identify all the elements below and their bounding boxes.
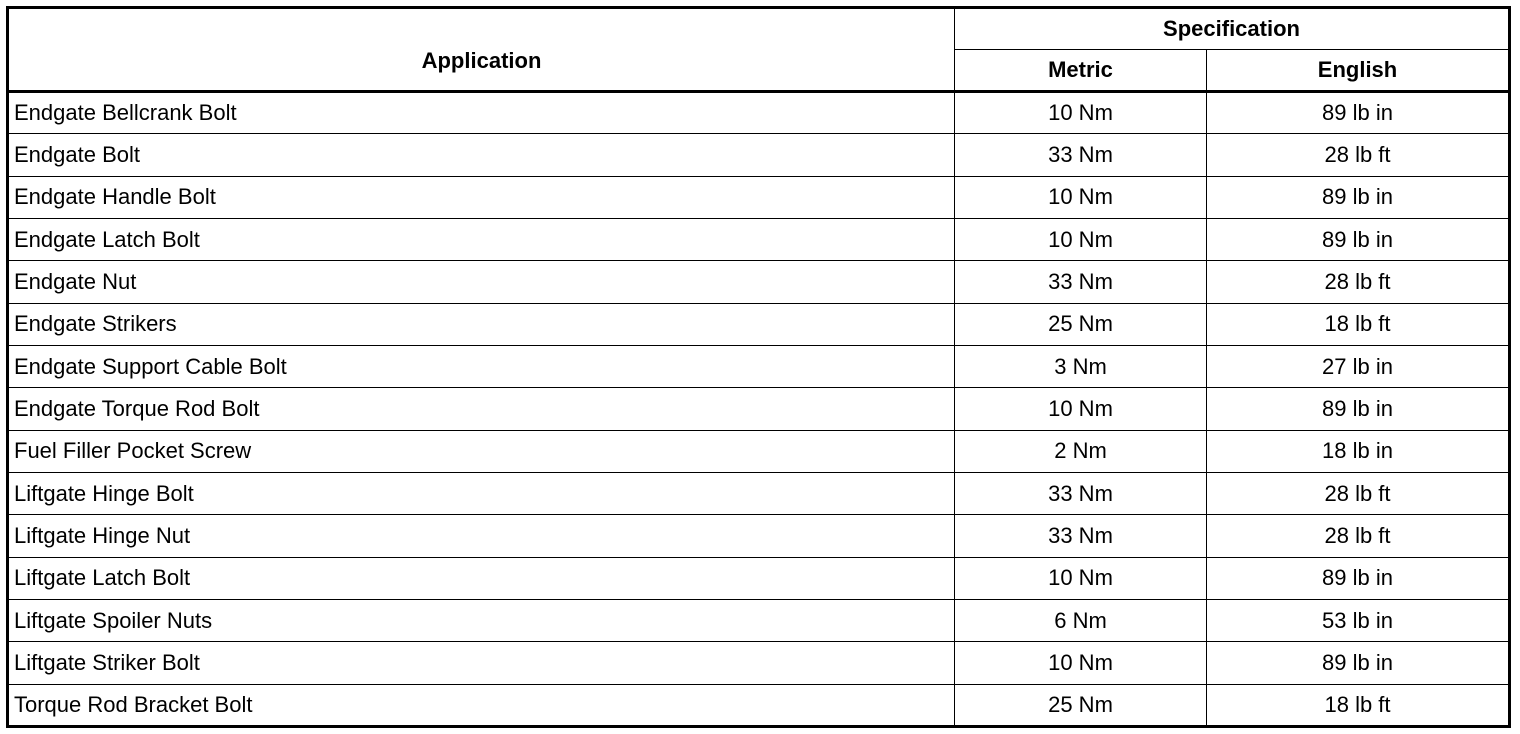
english-cell: 18 lb ft [1207,684,1510,726]
application-cell: Liftgate Hinge Bolt [8,472,955,514]
application-cell: Endgate Torque Rod Bolt [8,388,955,430]
english-cell: 89 lb in [1207,218,1510,260]
application-cell: Liftgate Hinge Nut [8,515,955,557]
metric-cell: 25 Nm [955,684,1207,726]
english-cell: 89 lb in [1207,642,1510,684]
application-cell: Endgate Support Cable Bolt [8,345,955,387]
metric-cell: 6 Nm [955,599,1207,641]
fastener-spec-table [6,6,1511,728]
metric-cell: 33 Nm [955,261,1207,303]
table-row [8,430,1510,472]
table-row [8,599,1510,641]
metric-cell: 33 Nm [955,515,1207,557]
english-cell: 28 lb ft [1207,472,1510,514]
specification-group-header: Specification [955,8,1510,50]
metric-column-header: Metric [955,50,1207,92]
metric-cell: 10 Nm [955,388,1207,430]
english-cell: 18 lb ft [1207,303,1510,345]
table-row [8,345,1510,387]
application-cell: Endgate Nut [8,261,955,303]
english-cell: 18 lb in [1207,430,1510,472]
table-row [8,557,1510,599]
application-cell: Liftgate Latch Bolt [8,557,955,599]
metric-cell: 25 Nm [955,303,1207,345]
table-row [8,642,1510,684]
english-cell: 53 lb in [1207,599,1510,641]
english-cell: 28 lb ft [1207,134,1510,176]
application-cell: Endgate Bellcrank Bolt [8,92,955,134]
header-row-top [8,8,1510,50]
metric-cell: 33 Nm [955,472,1207,514]
application-cell: Liftgate Spoiler Nuts [8,599,955,641]
english-cell: 89 lb in [1207,388,1510,430]
application-cell: Endgate Handle Bolt [8,176,955,218]
english-cell: 28 lb ft [1207,515,1510,557]
application-cell: Endgate Strikers [8,303,955,345]
table-row [8,261,1510,303]
table-row [8,218,1510,260]
table-row [8,134,1510,176]
table-row [8,92,1510,134]
table-row [8,176,1510,218]
table-body [8,92,1510,727]
metric-cell: 10 Nm [955,557,1207,599]
application-cell: Endgate Latch Bolt [8,218,955,260]
metric-cell: 10 Nm [955,92,1207,134]
metric-cell: 2 Nm [955,430,1207,472]
application-cell: Liftgate Striker Bolt [8,642,955,684]
application-cell: Fuel Filler Pocket Screw [8,430,955,472]
metric-cell: 33 Nm [955,134,1207,176]
english-cell: 89 lb in [1207,557,1510,599]
english-cell: 89 lb in [1207,176,1510,218]
application-cell: Torque Rod Bracket Bolt [8,684,955,726]
english-cell: 28 lb ft [1207,261,1510,303]
table-row [8,515,1510,557]
metric-cell: 10 Nm [955,218,1207,260]
english-cell: 89 lb in [1207,92,1510,134]
application-cell: Endgate Bolt [8,134,955,176]
table-row [8,388,1510,430]
table-row [8,684,1510,726]
metric-cell: 10 Nm [955,176,1207,218]
metric-cell: 3 Nm [955,345,1207,387]
table-row [8,303,1510,345]
metric-cell: 10 Nm [955,642,1207,684]
english-column-header: English [1207,50,1510,92]
english-cell: 27 lb in [1207,345,1510,387]
application-column-header: Application [8,8,955,92]
table-row [8,472,1510,514]
